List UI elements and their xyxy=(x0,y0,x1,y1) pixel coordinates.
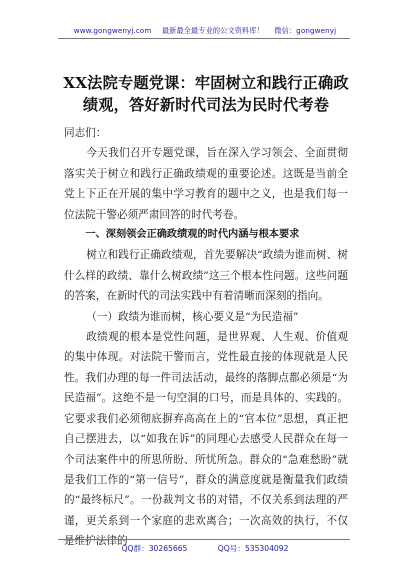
header-wechat: 微信：gongwenyj xyxy=(274,26,337,35)
body-paragraph: 今天我们召开专题党课，旨在深入学习领会、全面贯彻落实关于树立和践行正确政绩观的重要论述。这既是当前全党上下正在开展的集中学习教育的题中之义，也是我们每一位法院干警必须严肃回答的时代考卷。 xyxy=(64,147,348,221)
footer-divider xyxy=(58,539,350,540)
footer-qq: QQ号：535304092 xyxy=(217,544,289,553)
section-heading: 一、深刻领会正确政绩观的时代内涵与根本要求 xyxy=(85,229,300,241)
body-paragraph: 政绩观的根本是党性问题，是世界观、人生观、价值观的集中体现。对法院干警而言，党性最直接的体现就是人民性。我们办理的每一件司法活动，最终的落脚点都必须是“为民造福”。这绝不是一句空洞的口号，而是具体的、实践的。它要求我们必须彻底摒弃高高在上的“官本位”思想，真正把自己摆进去，以“如我在诉”的同理心去感受人民群众在每一个司法案件中的所思所盼、所忧所急。群众的“急难愁盼”就是我们工作的“第一信号”，群众的满意度就是衡量我们政绩的“最终标尺”。一份裁判文书的对错，不仅关系到法理的严谨，更关系到一个家庭的悲欢离合；一次高效的执行，不仅是维护法律的 xyxy=(64,331,348,548)
page-footer xyxy=(60,543,350,554)
header-site-link[interactable]: www.gongwenyj.com xyxy=(73,26,152,35)
document-body xyxy=(64,123,348,552)
header-slogan: 最新最全最专业的公文资料库！ xyxy=(161,26,264,35)
header-divider xyxy=(58,38,350,39)
body-paragraph: 树立和践行正确政绩观，首先要解决“政绩为谁而树、树什么样的政绩、靠什么树政绩”这三个根本性问题。这些问题的答案，在新时代的司法实践中有着清晰而深刻的指向。 xyxy=(64,249,348,303)
salutation: 同志们： xyxy=(64,127,107,139)
page-header xyxy=(60,26,350,36)
document-title: XX法院专题党课：牢固树立和践行正确政绩观，答好新时代司法为民时代考卷 xyxy=(63,74,349,114)
subsection-heading: （一）政绩为谁而树，核心要义是“为民造福” xyxy=(86,310,299,323)
footer-qq-group: QQ群：30265665 xyxy=(121,544,188,553)
